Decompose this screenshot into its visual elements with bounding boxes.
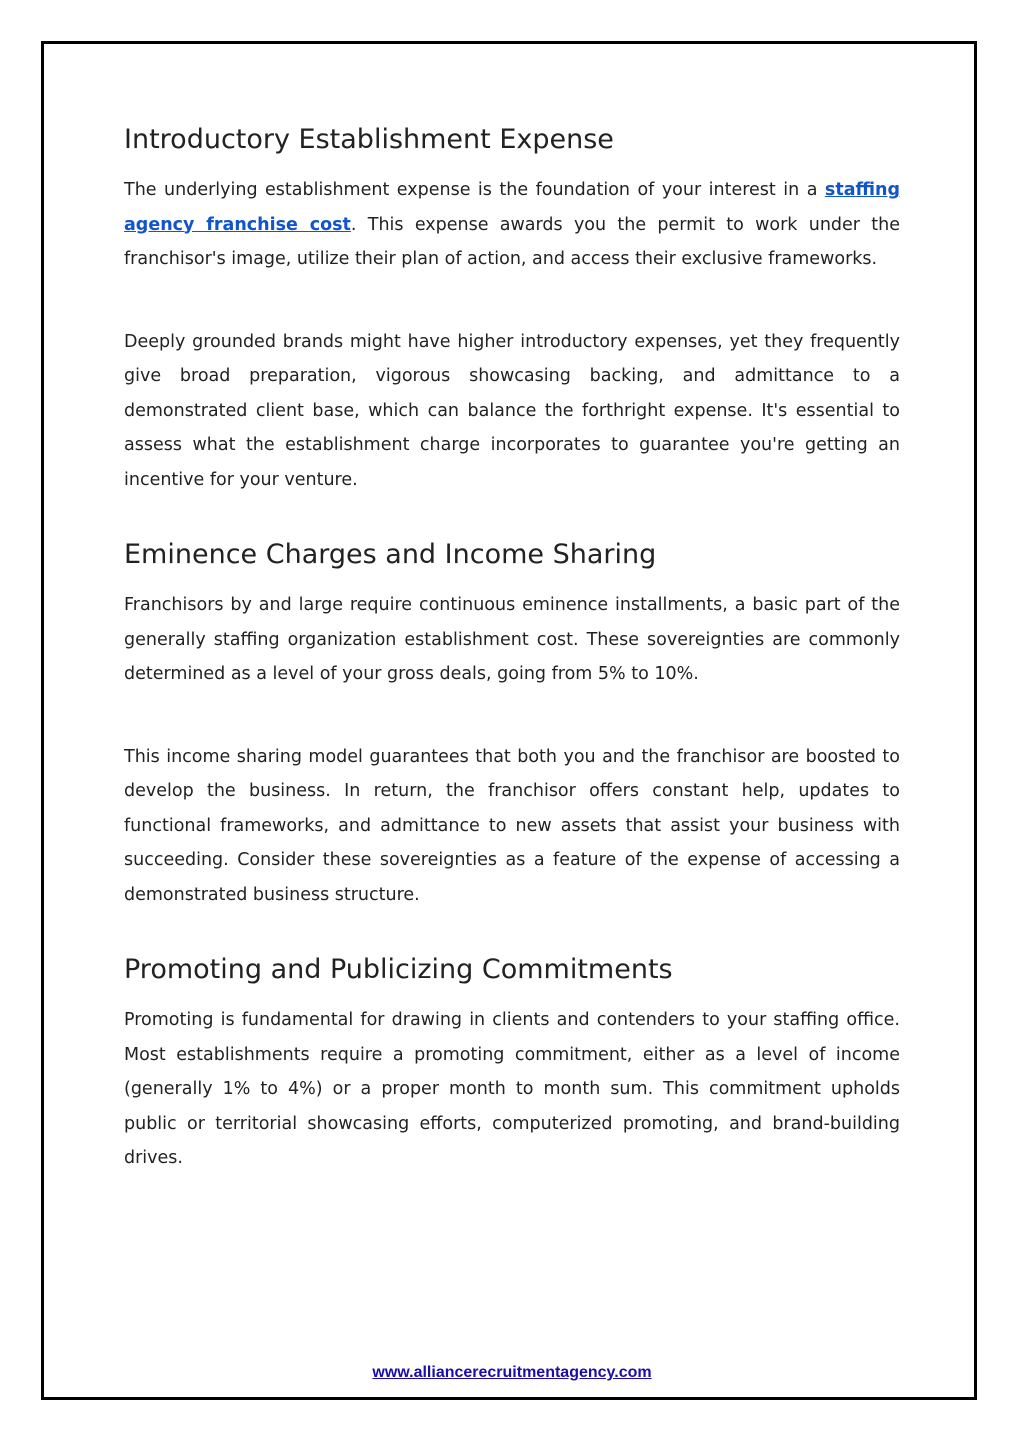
paragraph-eminence-installments: Franchisors by and large require continuous eminence installments, a basic part of the generally staffing organization establishment cost. These sovereignties are commonly determined as a level of your gross deals, going from 5% to 10%.: [124, 595, 900, 684]
heading-eminence-charges: Eminence Charges and Income Sharing: [124, 539, 657, 570]
staffing-agency-franchise-cost-link[interactable]: staffing agency franchise cost: [124, 180, 900, 235]
footer-website-link[interactable]: www.alliancerecruitmentagency.com: [372, 1364, 652, 1381]
paragraph-establishment-expense: [124, 173, 900, 277]
paragraph-promoting-fundamental: Promoting is fundamental for drawing in clients and contenders to your staffing office. Most establishments require a promoting commitment, either as a level of income (generally 1% to 4%) or a proper month to month sum. This commitment upholds public or territorial showcasing efforts, computerized promoting, and brand-building drives.: [124, 1010, 900, 1168]
paragraph-income-sharing-model: This income sharing model guarantees that both you and the franchisor are boosted to develop the business. In return, the franchisor offers constant help, updates to functional frameworks, and admittance to new assets that assist your business with succeeding. Consider these sovereignties as a feature of the expense of accessing a demonstrated business structure.: [124, 746, 900, 905]
heading-promoting-commitments: Promoting and Publicizing Commitments: [124, 954, 673, 985]
paragraph-brands-expenses: Deeply grounded brands might have higher introductory expenses, yet they frequently give broad preparation, vigorous showcasing backing, and admittance to a demonstrated client base, which can balance the forthright expense. It's essential to assess what the establishment charge incorporates to guarantee you're getting an incentive for your venture.: [124, 331, 900, 490]
paragraph-text: The underlying establishment expense is the foundation of your interest in a: [124, 180, 825, 200]
document-body: [124, 120, 900, 1176]
heading-introductory-establishment-expense: Introductory Establishment Expense: [124, 124, 614, 155]
paragraph-text: . This expense awards you the permit to work under the franchisor's image, utilize their plan of action, and access their exclusive frameworks.: [124, 214, 900, 269]
